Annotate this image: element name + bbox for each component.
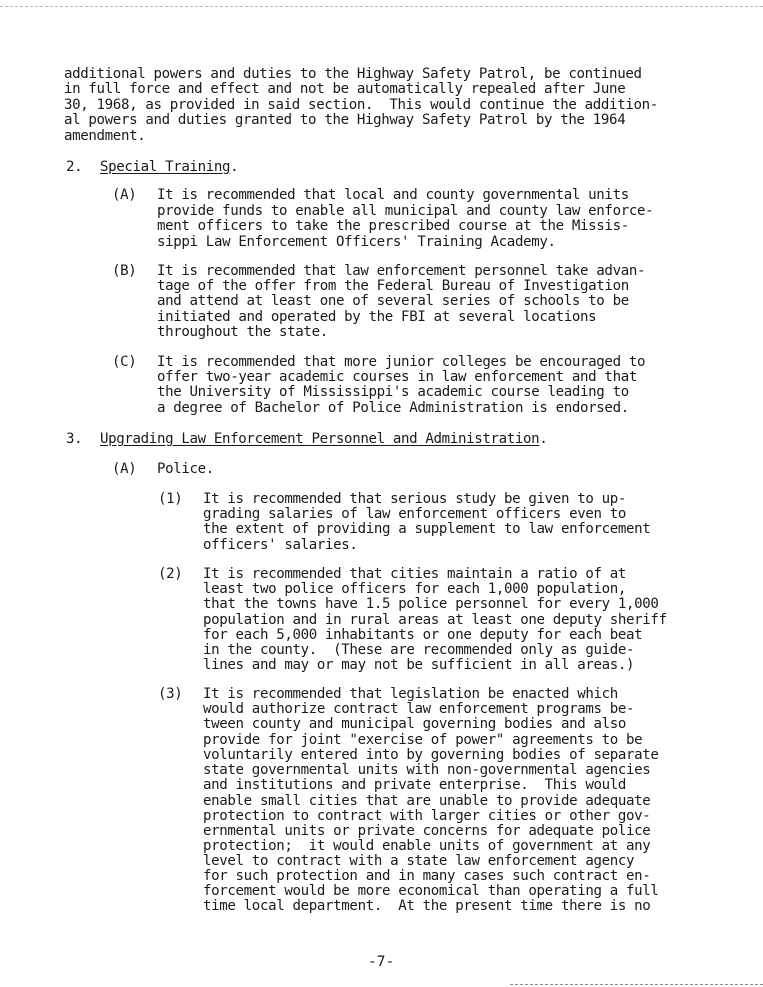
section-2-title: Special Training xyxy=(100,159,231,175)
subitem-line: voluntarily entered into by governing bodies of separate xyxy=(203,747,659,763)
intro-line: in full force and effect and not be automatically repealed after June xyxy=(64,81,626,97)
subitem-label: (3) xyxy=(158,686,183,702)
subitem-line: for each 5,000 inhabitants or one deputy for each beat xyxy=(203,627,643,643)
section-3-title: Upgrading Law Enforcement Personnel and Administration xyxy=(100,431,540,447)
item-line: initiated and operated by the FBI at several locations xyxy=(157,309,597,325)
subitem-line: level to contract with a state law enforcement agency xyxy=(203,853,635,869)
subsection-label: (A) xyxy=(112,461,137,477)
item-line: the University of Mississippi's academic course leading to xyxy=(157,384,629,400)
subitem-line: enable small cities that are unable to provide adequate xyxy=(203,793,651,809)
subitem-line: that the towns have 1.5 police personnel for every 1,000 xyxy=(203,596,659,612)
section-3-title-punct: . xyxy=(539,431,548,447)
item-line: tage of the offer from the Federal Bureau of Investigation xyxy=(157,278,629,294)
item-line: throughout the state. xyxy=(157,324,328,340)
subitem-line: the extent of providing a supplement to law enforcement xyxy=(203,521,651,537)
top-dashed-rule xyxy=(0,6,763,7)
subitem-line: ernmental units or private concerns for adequate police xyxy=(203,823,651,839)
subitem-line: officers' salaries. xyxy=(203,537,358,553)
page-number: -7- xyxy=(368,954,395,970)
subitem-line: and institutions and private enterprise. This would xyxy=(203,777,627,793)
item-line: a degree of Bachelor of Police Administration is endorsed. xyxy=(157,400,629,416)
section-2-title-punct: . xyxy=(230,159,239,175)
item-label: (C) xyxy=(112,354,137,370)
item-line: and attend at least one of several series of schools to be xyxy=(157,293,629,309)
subitem-line: It is recommended that serious study be given to up- xyxy=(203,491,627,507)
subitem-label: (2) xyxy=(158,566,183,582)
subitem-line: grading salaries of law enforcement officers even to xyxy=(203,506,627,522)
item-line: It is recommended that local and county governmental units xyxy=(157,187,629,203)
subitem-line: time local department. At the present time there is no xyxy=(203,898,651,914)
subitem-line: provide for joint "exercise of power" agreements to be xyxy=(203,732,643,748)
section-2-heading xyxy=(100,159,238,175)
section-3-number: 3. xyxy=(66,431,83,447)
item-line: offer two-year academic courses in law enforcement and that xyxy=(157,369,637,385)
section-2-number: 2. xyxy=(66,159,83,175)
item-line: sippi Law Enforcement Officers' Training Academy. xyxy=(157,234,556,250)
bottom-dashed-rule xyxy=(510,984,763,985)
subitem-line: would authorize contract law enforcement programs be- xyxy=(203,701,635,717)
subitem-line: It is recommended that cities maintain a ratio of at xyxy=(203,566,627,582)
item-line: It is recommended that more junior colleges be encouraged to xyxy=(157,354,646,370)
subitem-line: It is recommended that legislation be enacted which xyxy=(203,686,618,702)
subitem-line: protection; it would enable units of government at any xyxy=(203,838,651,854)
subitem-line: lines and may or may not be sufficient in all areas.) xyxy=(203,657,635,673)
subitem-label: (1) xyxy=(158,491,183,507)
subitem-line: population and in rural areas at least one deputy sheriff xyxy=(203,612,667,628)
subitem-line: tween county and municipal governing bodies and also xyxy=(203,716,627,732)
intro-line: al powers and duties granted to the Highway Safety Patrol by the 1964 xyxy=(64,112,626,128)
subitem-line: in the county. (These are recommended only as guide- xyxy=(203,642,635,658)
item-line: It is recommended that law enforcement personnel take advan- xyxy=(157,263,646,279)
subitem-line: state governmental units with non-governmental agencies xyxy=(203,762,651,778)
intro-line: 30, 1968, as provided in said section. This would continue the addition- xyxy=(64,97,658,113)
subitem-line: protection to contract with larger cities or other gov- xyxy=(203,808,651,824)
item-line: provide funds to enable all municipal and county law enforce- xyxy=(157,203,654,219)
item-line: ment officers to take the prescribed course at the Missis- xyxy=(157,218,629,234)
item-label: (A) xyxy=(112,187,137,203)
intro-line: additional powers and duties to the Highway Safety Patrol, be continued xyxy=(64,66,642,82)
intro-line: amendment. xyxy=(64,128,146,144)
subitem-line: for such protection and in many cases such contract en- xyxy=(203,868,651,884)
item-label: (B) xyxy=(112,263,137,279)
subsection-title: Police. xyxy=(157,461,214,477)
section-3-heading xyxy=(100,431,547,447)
subitem-line: least two police officers for each 1,000 population, xyxy=(203,581,627,597)
subitem-line: forcement would be more economical than operating a full xyxy=(203,883,659,899)
